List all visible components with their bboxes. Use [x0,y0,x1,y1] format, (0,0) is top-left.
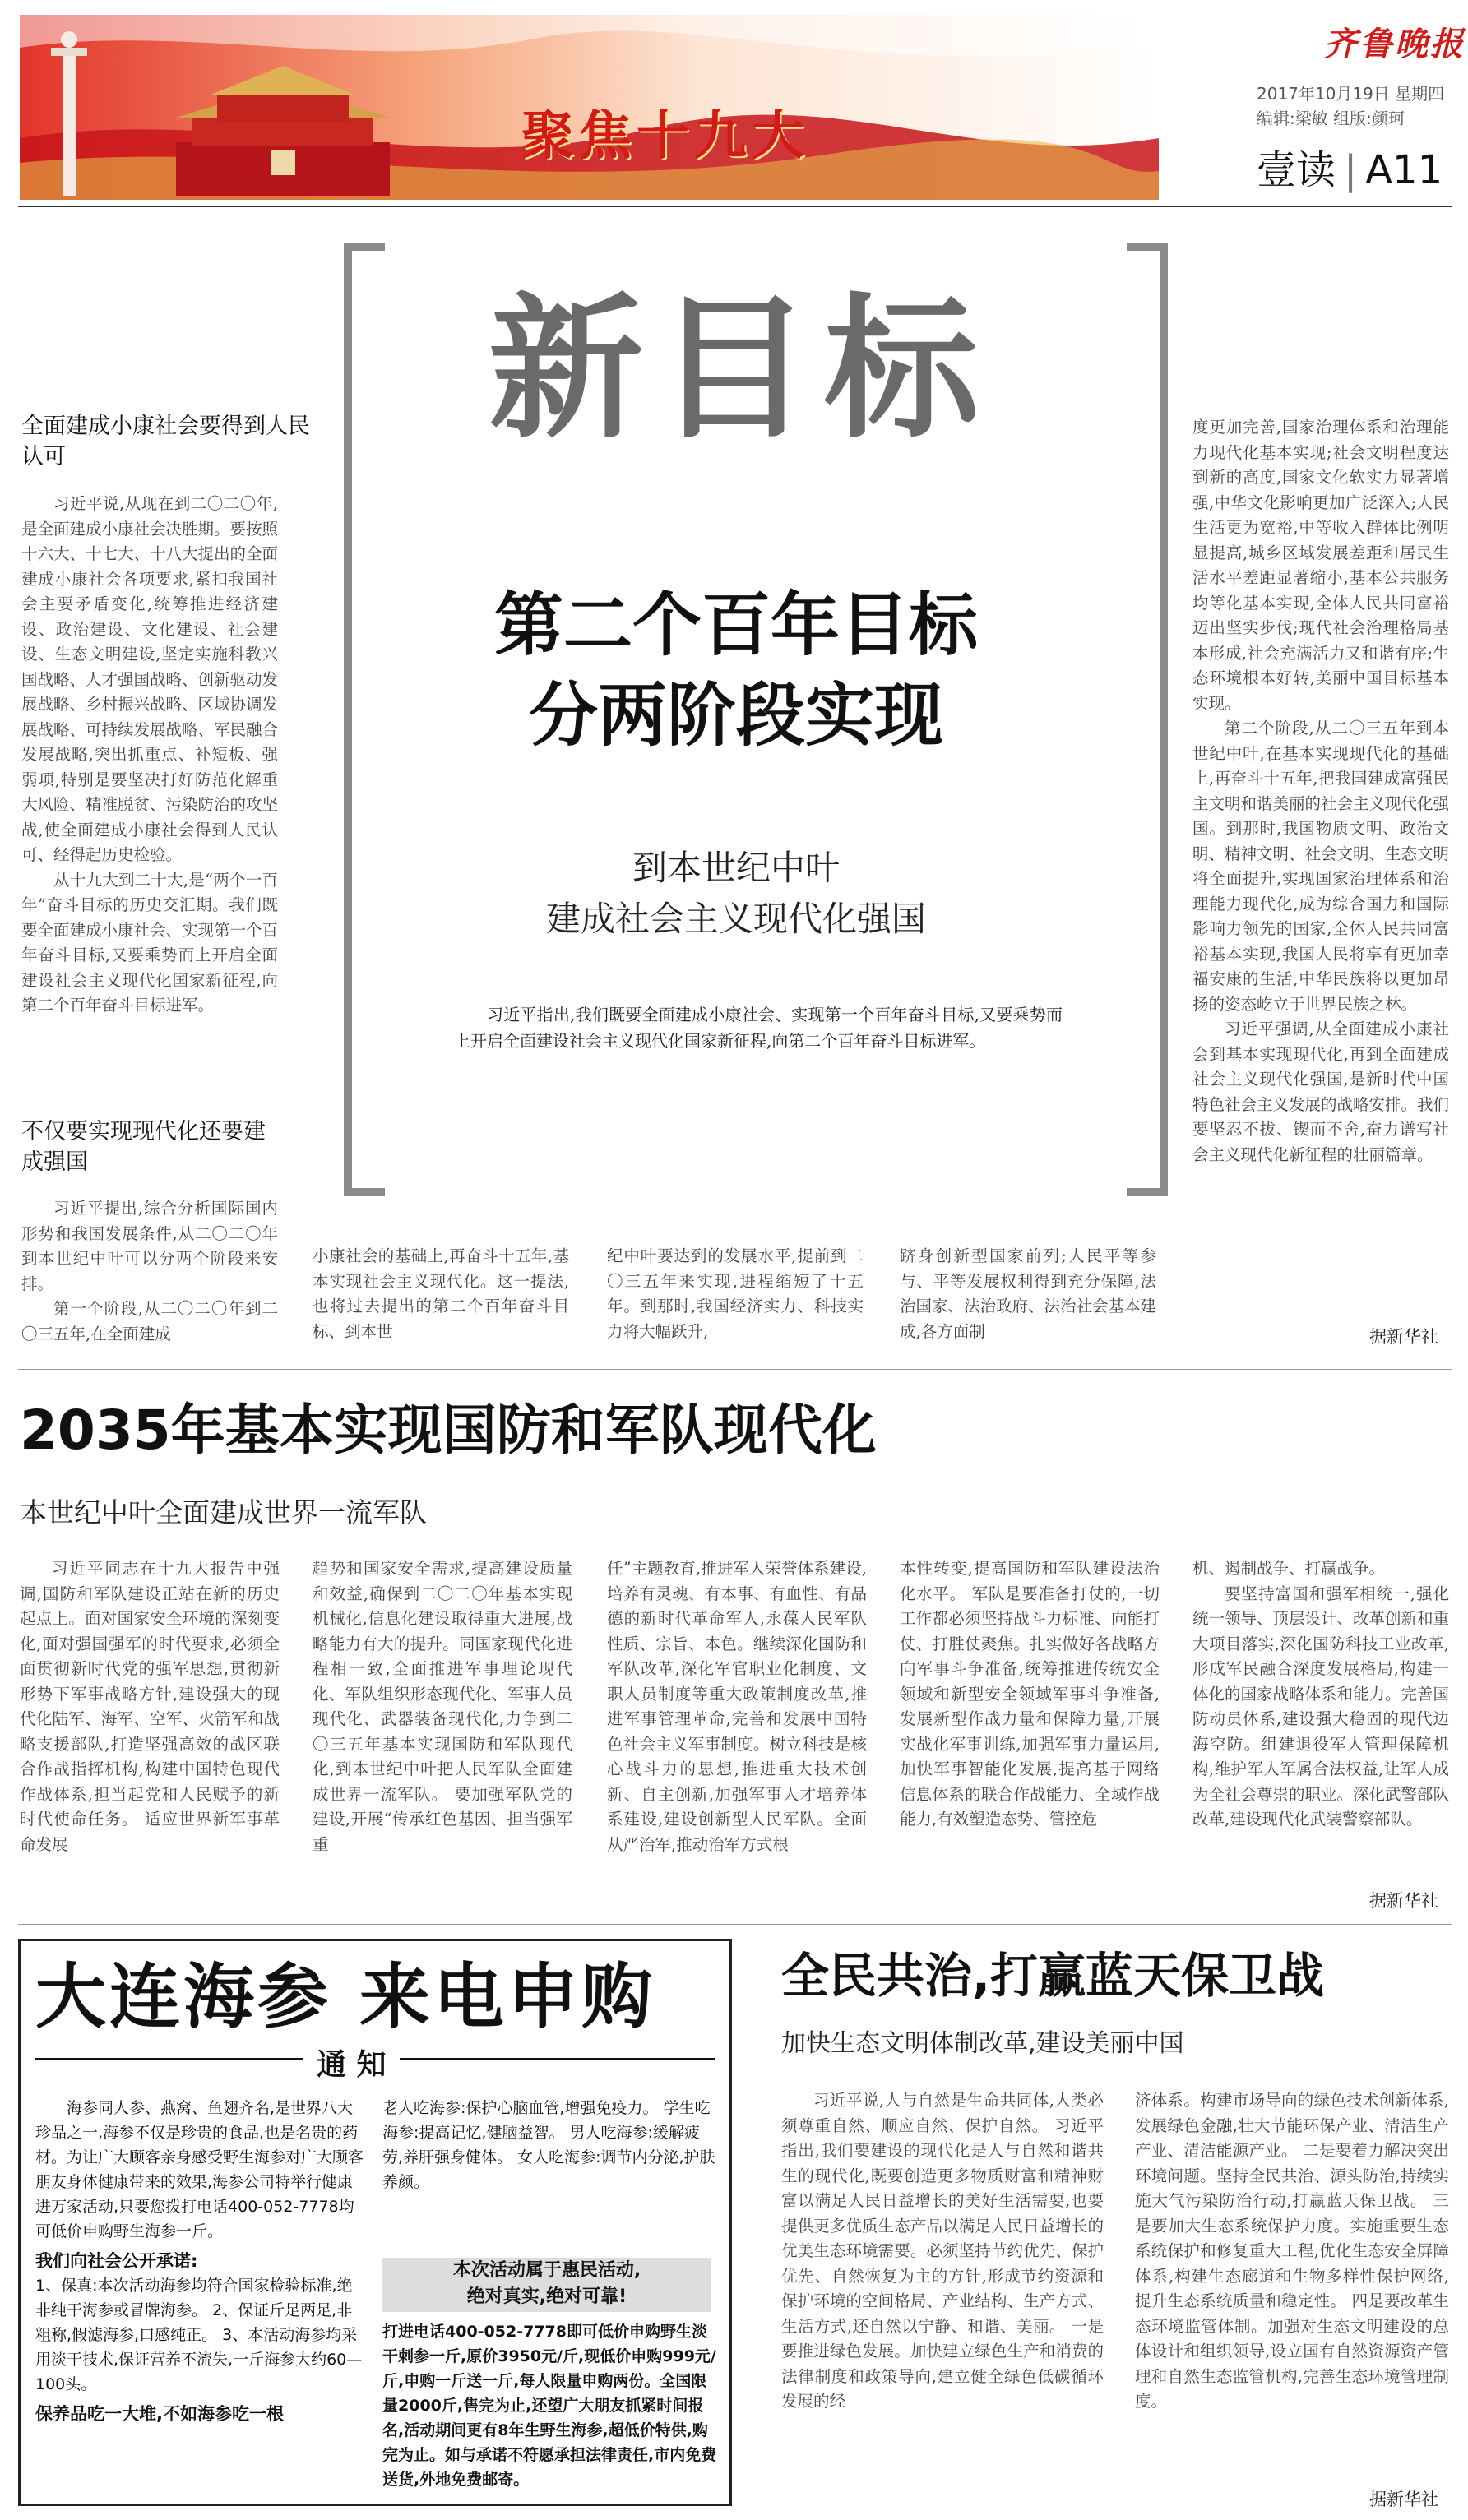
ad-intro: 海参同人参、燕窝、鱼翅齐名,是世界八大珍品之一,海参不仅是珍贵的食品,也是名贵的药材。为让广大顾客亲身感受野生海参对广大顾客朋友身体健康带来的效果,海参公司特举行健康进万家活动,只要您拨打电话400-052-7778均可低价申购野生海参一斤。 [35,2099,364,2240]
paragraph: 习近平提出,综合分析国际国内形势和我国发展条件,从二〇二〇年到本世纪中叶可以分两个阶段来安排。 [21,1199,278,1293]
tiananmen-icon [160,48,406,196]
story3-headline: 全民共治,打赢蓝天保卫战 [781,1948,1325,2004]
story2-col1 [20,1556,280,1902]
ad-highlight-line-1: 本次活动属于惠民活动, [452,2260,641,2281]
story2-col2 [313,1556,572,1902]
paragraph: 机、遏制战争、打赢战争。 [1192,1559,1386,1578]
ad-left-column [35,2096,364,2490]
paragraph: 度更加完善,国家治理体系和治理能力现代化基本实现;社会文明程度达到新的高度,国家文化软实力显著增强,中华文化影响更加广泛深入;人民生活更为宽裕,中等收入群体比例明显提高,城乡区域发展差距和居民生活水平差距显著缩小,基本公共服务均等化基本实现,全体人民共同富裕迈出坚实步伐;现代社会治理格局基本形成,社会充满活力又和谐有序;生态环境根本好转,美丽中国目标基本实现。 [1192,418,1449,713]
lead-paragraph: 习近平指出,我们既要全面建成小康社会、实现第一个百年奋斗目标,又要乘势而上开启全面建设社会主义现代化国家新征程,向第二个百年奋斗目标进军。 [454,1005,1063,1051]
story1-deck [345,843,1127,945]
paragraph: 要坚持富国和强军相统一,强化统一领导、顶层设计、改革创新和重大项目落实,深化国防科技工业改革,形成军民融合深度发展格局,构建一体化的国家战略体系和能力。完善国防动员体系,建设强大稳固的现代边海空防。组建退役军人管理保障机构,维护军人军属合法权益,让军人成为全社会尊崇的职业。深化武警部队改革,建设现代化武装警察部队。 [1192,1584,1449,1829]
story1-rule [18,1369,1452,1370]
issue-date: 2017年10月19日 星期四 [1257,84,1445,104]
paragraph: 习近平强调,从全面建成小康社会到基本实现现代化,再到全面建成社会主义现代化强国,是新时代中国特色社会主义发展的战略安排。我们要坚忍不拔、锲而不舍,奋力谱写社会主义现代化新征程的壮丽篇章。 [1192,1020,1449,1164]
story3-col1 [781,2088,1104,2508]
header-banner [20,15,1159,200]
story3-deck: 加快生态文明体制改革,建设美丽中国 [781,2029,1184,2058]
header-rule [18,206,1452,207]
story2-col5 [1192,1556,1449,1885]
paragraph: 趋势和国家安全需求,提高建设质量和效益,确保到二〇二〇年基本实现机械化,信息化建设取得重大进展,战略能力有大的提升。同国家现代化进程相一致,全面推进军事理论现代化、军队组织形态现代化、军事人员现代化、武器装备现代化,力争到二〇三五年基本实现国防和军队现代化,到本世纪中叶把人民军队全面建成世界一流军队。 要加强军队党的建设,开展“传承红色基因、担当强军重 [313,1559,572,1854]
deck-line-1: 到本世纪中叶 [632,848,840,888]
paragraph: 从十九大到二十大,是“两个一百年”奋斗目标的历史交汇期。我们既要全面建成小康社会、实现第一个百年奋斗目标,又要乘势而上开启全面建设社会主义现代化国家新征程,向第二个百年奋斗目标进军。 [21,870,278,1015]
paragraph: 习近平说,从现在到二〇二〇年,是全面建成小康社会决胜期。要按照十六大、十七大、十八大提出的全面建成小康社会各项要求,紧扣我国社会主要矛盾变化,统筹推进经济建设、政治建设、文化建设、社会建设、生态文明建设,坚定实施科教兴国战略、人才强国战略、创新驱动发展战略、乡村振兴战略、区域协调发展战略、可持续发展战略、军民融合发展战略,突出抓重点、补短板、强弱项,特别是要坚决打好防范化解重大风险、精准脱贫、污染防治的攻坚战,使全面建成小康社会得到人民认可、经得起历史检验。 [21,494,278,864]
paragraph: 任”主题教育,推进军人荣誉体系建设,培养有灵魂、有本事、有血性、有品德的新时代革命军人,永葆人民军队性质、宗旨、本色。继续深化国防和军队改革,深化军官职业化制度、文职人员制度等重大政策制度改革,推进军事管理革命,完善和发展中国特色社会主义军事制度。树立科技是核心战斗力的思想,推进重大技术创新、自主创新,加强军事人才培养体系建设,建设创新型人民军队。全面从严治军,推动治军方式根 [607,1559,867,1854]
banner-title: 聚焦十九大 [521,106,809,167]
headline-line-2: 分两阶段实现 [528,675,943,756]
section-name: 壹读 [1257,147,1336,193]
story1-headline [345,580,1127,761]
ad-commits: 1、保真:本次活动海参均符合国家检验标准,绝非纯干海参或冒牌海参。 2、保证斤足两足,非粗称,假滤海参,口感纯正。 3、本活动海参均采用淡干技术,保证营养不流失,一斤海参大约60—100头。 [35,2277,363,2393]
paragraph: 习近平说,人与自然是生命共同体,人类必须尊重自然、顺应自然、保护自然。 习近平指出,我们要建设的现代化是人与自然和谐共生的现代化,既要创造更多物质财富和精神财富以满足人民日益增长的美好生活需要,也要提供更多优质生态产品以满足人民日益增长的优美生态环境需要。必须坚持节约优先、保护优先、自然恢复为主的方针,形成节约资源和保护环境的空间格局、产业结构、生产方式、生活方式,还自然以宁静、和谐、美丽。 一是要推进绿色发展。加快建立绿色生产和消费的法律制度和政策导向,建立健全绿色低碳循环发展的经 [781,2091,1104,2411]
story1-col1-top [21,492,278,1084]
deck-line-2: 建成社会主义现代化强国 [545,899,926,939]
masthead-logo: 齐鲁晚报 [1324,25,1466,63]
ad-highlight [382,2258,711,2312]
ad-notice: 通 知 [303,2041,400,2083]
story1-lead [454,1001,1063,1054]
paragraph: 第二个阶段,从二〇三五年到本世纪中叶,在基本实现现代化的基础上,再奋斗十五年,把我国建成富强民主文明和谐美丽的社会主义现代化强国。到那时,我国物质文明、政治文明、精神文明、社会文明、生态文明将全面提升,实现国家治理体系和治理能力现代化,成为综合国力和国际影响力领先的国家,全体人民共同富裕基本实现,我国人民将享有更加幸福安康的生活,中华民族将以更加昂扬的姿态屹立于世界民族之林。 [1192,719,1449,1014]
paragraph: 小康社会的基础上,再奋斗十五年,基本实现社会主义现代化。这一提法,也将过去提出的第二个百年奋斗目标、到本世 [313,1246,569,1341]
story3-credit: 据新华社 [1369,2490,1438,2509]
story1-col5 [1192,415,1449,1320]
page-number: A11 [1365,147,1443,193]
story2-col3 [607,1556,867,1902]
story2-headline: 2035年基本实现国防和军队现代化 [20,1399,877,1462]
paragraph: 习近平同志在十九大报告中强调,国防和军队建设正站在新的历史起点上。面对国家安全环境的深刻变化,面对强国强军的时代要求,必须全面贯彻新时代党的强军思想,贯彻新形势下军事战略方针,建设强大的现代化陆军、海军、空军、火箭军和战略支援部队,打造坚强高效的战区联合作战指挥机构,构建中国特色现代作战体系,担当起党和人民赋予的新时代使命任务。 适应世界新军事革命发展 [20,1559,280,1854]
story2-deck: 本世纪中叶全面建成世界一流军队 [20,1496,427,1528]
section-label: 壹读 | A11 [1257,147,1443,193]
advertisement [18,1939,732,2506]
story3-col2 [1135,2088,1449,2475]
story2-col4 [900,1556,1160,1902]
ad-offer: 打进电话400-052-7778即可低价申购野生淡干刺参一斤,原价3950元/斤,现低价申购999元/斤,申购一斤送一斤,每人限量申购两份。全国限量2000斤,售完为止,还望广大朋友抓紧时间报名,活动期间更有8年生野生海参,超低价特供,购完为止。如与承诺不符愿承担法律责任,市内免费送货,外地免费邮寄。 [382,2323,717,2489]
paragraph: 跻身创新型国家前列;人民平等参与、平等发展权利得到充分保障,法治国家、法治政府、法治社会基本建成,各方面制 [900,1246,1156,1341]
story1-col3 [607,1244,864,1351]
paragraph: 本性转变,提高国防和军队建设法治化水平。 军队是要准备打仗的,一切工作都必须坚持战斗力标准、向能打仗、打胜仗聚焦。扎实做好各战略方向军事斗争准备,统筹推进传统安全领域和新型安全领域军事斗争准备,发展新型作战力量和保障力量,开展实战化军事训练,加强军事力量运用,加快军事智能化发展,提高基于网络信息体系的联合作战能力、全域作战能力,有效塑造态势、管控危 [900,1559,1160,1829]
story1-col2 [313,1244,569,1351]
headline-line-1: 第二个百年目标 [493,585,978,665]
ad-slogan: 保养品吃一大堆,不如海参吃一根 [35,2404,284,2424]
ad-commit-title: 我们向社会公开承诺: [35,2251,198,2271]
huabiao-column-icon [44,23,94,196]
editor-credits: 编辑:梁敏 组版:颜珂 [1257,109,1405,128]
story2-credit: 据新华社 [1369,1891,1438,1911]
story1-col1-bottom [21,1196,278,1352]
paragraph: 济体系。构建市场导向的绿色技术创新体系,发展绿色金融,壮大节能环保产业、清洁生产产业、清洁能源产业。 二是要着力解决突出环境问题。坚持全民共治、源头防治,持续实施大气污染防治行动,打赢蓝天保卫战。 三是要加大生态系统保护力度。实施重要生态系统保护和修复重大工程,优化生态安全屏障体系,构建生态廊道和生物多样性保护网络,提升生态系统质量和稳定性。 四是要改革生态环境监管体制。加强对生态文明建设的总体设计和组织领导,设立国有自然资源资产管理和自然生态监管机构,完善生态环境管理制度。 [1135,2091,1449,2411]
ad-headline: 大连海参 来电申购 [35,1956,655,2038]
ad-people: 老人吃海参:保护心脑血管,增强免疫力。 学生吃海参:提高记忆,健脑益智。 男人吃海参:缓解疲劳,养肝强身健体。 女人吃海参:调节内分泌,护肤养颜。 [382,2099,715,2191]
kicker-title: 新目标 [489,280,992,460]
ad-highlight-line-2: 绝对真实,绝对可靠! [466,2286,627,2307]
story2-rule [18,1924,1452,1925]
story1-col4 [900,1244,1156,1351]
paragraph: 纪中叶要达到的发展水平,提前到二〇三五年来实现,进程缩短了十五年。到那时,我国经济实力、科技实力将大幅跃升, [607,1246,864,1341]
story1-subhead-1: 全面建成小康社会要得到人民认可 [21,414,310,469]
right-bracket [1127,243,1168,1196]
paragraph: 第一个阶段,从二〇二〇年到二〇三五年,在全面建成 [21,1299,278,1343]
story1-credit: 据新华社 [1369,1327,1438,1347]
story1-subhead-2: 不仅要实现现代化还要建成强国 [21,1119,266,1175]
